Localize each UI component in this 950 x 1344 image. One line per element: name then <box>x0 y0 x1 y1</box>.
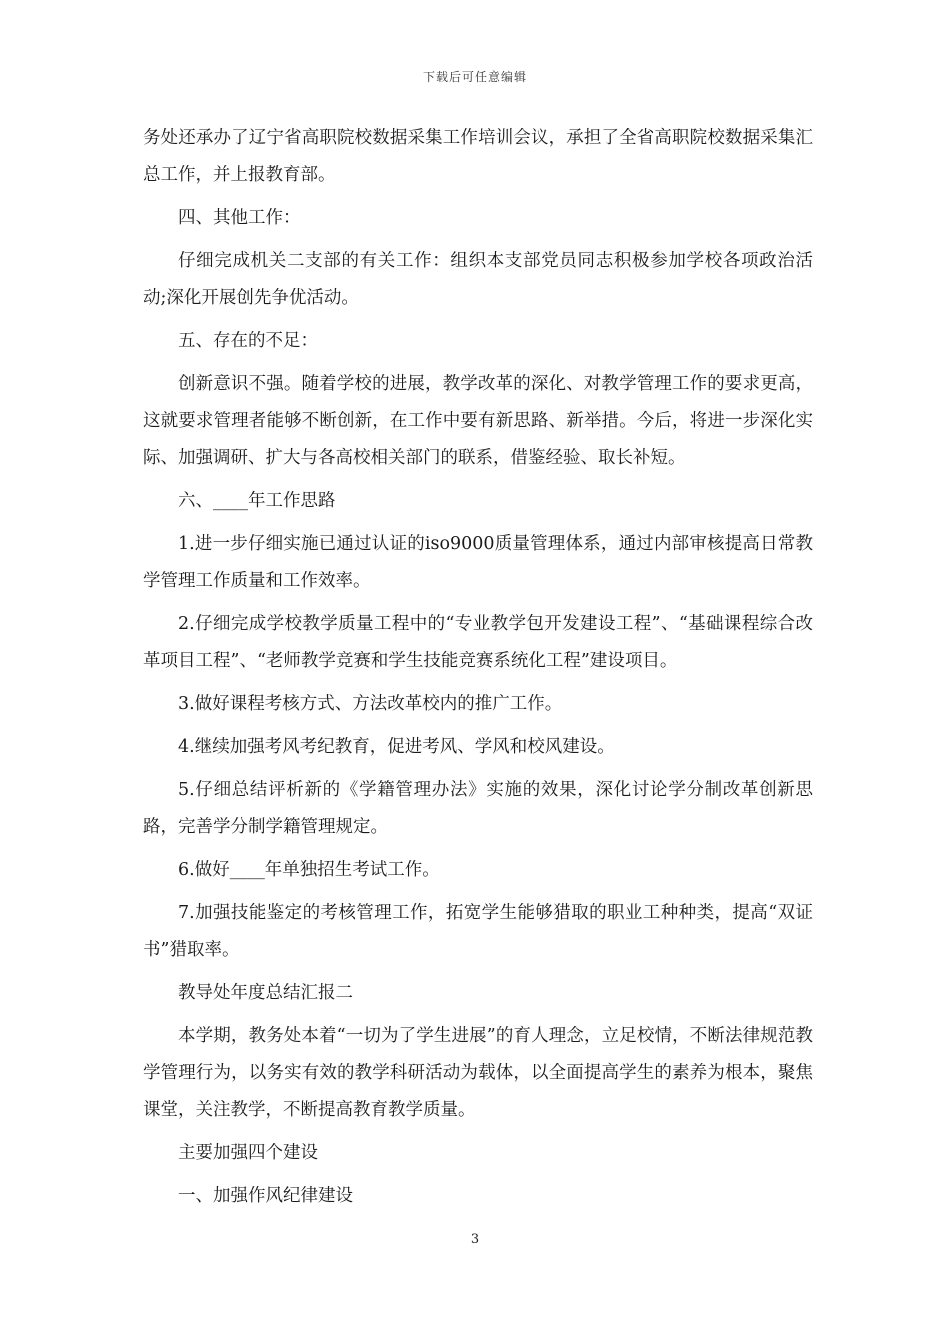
list-item: 7.加强技能鉴定的考核管理工作，拓宽学生能够猎取的职业工种种类，提高“双证书”猎取率。 <box>143 903 813 960</box>
report-title: 教导处年度总结汇报二 <box>178 983 353 1003</box>
paragraph: 创新意识不强。随着学校的进展，教学改革的深化、对教学管理工作的要求更高，这就要求管理者能够不断创新，在工作中要有新思路、新举措。今后，将进一步深化实际、加强调研、扩大与各高校相关部门的联系，借鉴经验、取长补短。 <box>143 374 813 468</box>
page-header: 下载后可任意编辑 <box>422 70 527 84</box>
section-heading: 六、____年工作思路 <box>178 491 336 511</box>
section-heading: 五、存在的不足： <box>178 331 318 351</box>
document-body <box>143 120 813 1221</box>
section-heading: 四、其他工作： <box>178 208 301 228</box>
list-item: 1.进一步仔细实施已通过认证的iso9000质量管理体系，通过内部审核提高日常教学管理工作质量和工作效率。 <box>143 534 813 591</box>
section-heading: 一、加强作风纪律建设 <box>178 1186 353 1206</box>
section-heading: 主要加强四个建设 <box>178 1143 318 1163</box>
paragraph: 务处还承办了辽宁省高职院校数据采集工作培训会议，承担了全省高职院校数据采集汇总工作，并上报教育部。 <box>143 128 813 185</box>
paragraph: 本学期，教务处本着“一切为了学生进展”的育人理念，立足校情，不断法律规范教学管理行为，以务实有效的教学科研活动为载体，以全面提高学生的素养为根本，聚焦课堂，关注教学，不断提高教育教学质量。 <box>143 1026 813 1120</box>
list-item: 5.仔细总结评析新的《学籍管理办法》实施的效果，深化讨论学分制改革创新思路，完善学分制学籍管理规定。 <box>143 780 813 837</box>
page-number: 3 <box>470 1232 480 1247</box>
list-item: 6.做好____年单独招生考试工作。 <box>178 860 440 880</box>
list-item: 2.仔细完成学校教学质量工程中的“专业教学包开发建设工程”、“基础课程综合改革项目工程”、“老师教学竞赛和学生技能竞赛系统化工程”建设项目。 <box>143 614 813 671</box>
paragraph: 仔细完成机关二支部的有关工作：组织本支部党员同志积极参加学校各项政治活动;深化开展创先争优活动。 <box>143 251 813 308</box>
list-item: 3.做好课程考核方式、方法改革校内的推广工作。 <box>178 694 563 714</box>
list-item: 4.继续加强考风考纪教育，促进考风、学风和校风建设。 <box>178 737 615 757</box>
